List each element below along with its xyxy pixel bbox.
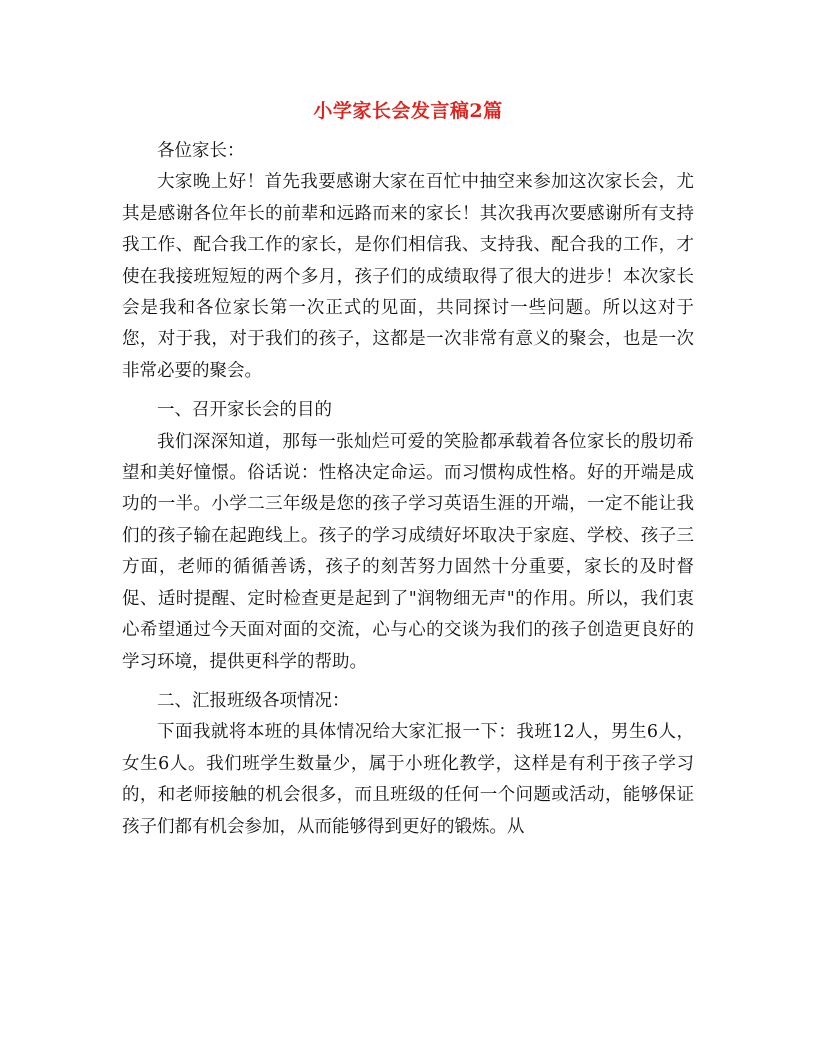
paragraph-intro: 大家晚上好！首先我要感谢大家在百忙中抽空来参加这次家长会，尤其是感谢各位年长的前辈和远路而来的家长！其次我再次要感谢所有支持我工作、配合我工作的家长，是你们相信我、支持我、配合我的工作，才使在我接班短短的两个多月，孩子们的成绩取得了很大的进步！本次家长会是我和各位家长第一次正式的见面，共同探讨一些问题。所以这对于您，对于我，对于我们的孩子，这都是一次非常有意义的聚会，也是一次非常必要的聚会。: [122, 172, 694, 381]
greeting: 各位家长：: [157, 141, 245, 161]
document-body: [122, 136, 694, 843]
paragraph-purpose: 我们深深知道，那每一张灿烂可爱的笑脸都承载着各位家长的殷切希望和美好憧憬。俗话说：性格决定命运。而习惯构成性格。好的开端是成功的一半。小学二三年级是您的孩子学习英语生涯的开端，一定不能让我们的孩子输在起跑线上。孩子的学习成绩好坏取决于家庭、学校、孩子三方面，老师的循循善诱，孩子的刻苦努力固然十分重要，家长的及时督促、适时提醒、定时检查更是起到了"润物细无声"的作用。所以，我们衷心希望通过今天面对面的交流，心与心的交谈为我们的孩子创造更良好的学习环境，提供更科学的帮助。: [122, 431, 694, 672]
section-heading-class-report: 二、汇报班级各项情况：: [157, 690, 350, 711]
document-title: 小学家长会发言稿2篇: [313, 100, 503, 122]
section-heading-purpose: 一、召开家长会的目的: [157, 400, 332, 421]
paragraph-class-report: 下面我就将本班的具体情况给大家汇报一下：我班12人，男生6人，女生6人。我们班学生数量少，属于小班化教学，这样是有利于孩子学习的，和老师接触的机会很多，而且班级的任何一个问题或活动，能够保证孩子们都有机会参加，从而能够得到更好的锻炼。从: [122, 722, 694, 837]
